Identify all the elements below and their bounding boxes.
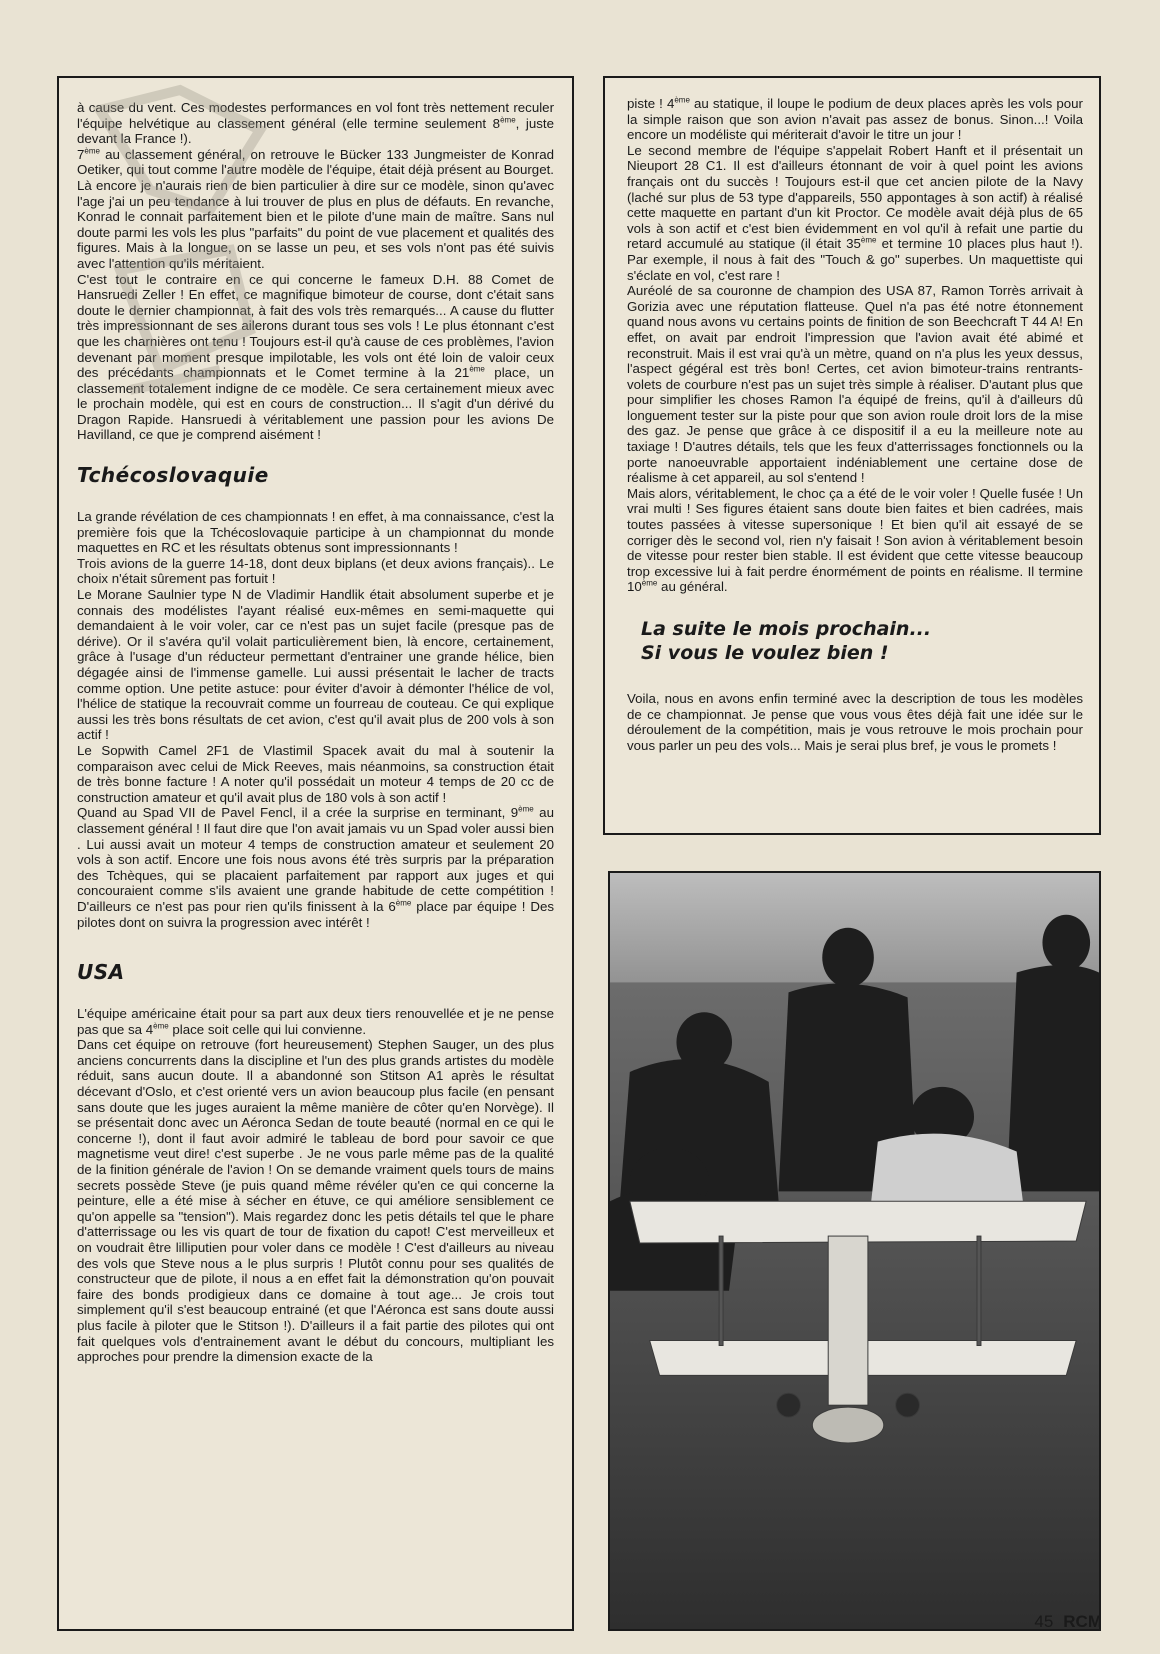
- body-paragraph: La grande révélation de ces championnats ! en effet, à ma connaissance, c'est la première fois que la Tchécoslovaquie participe à un championnat du monde maquettes en RC et les résultats obtenus sont impressionnants !: [77, 509, 554, 556]
- section-heading-usa: USA: [77, 960, 125, 985]
- page-number: 45: [1034, 1612, 1054, 1631]
- suite-line-1: La suite le mois prochain...: [641, 618, 932, 640]
- body-paragraph: C'est tout le contraire en ce qui concerne le fameux D.H. 88 Comet de Hansruedi Zeller ! En effet, ce magnifique bimoteur de course, dont c'était sans doute le dernier championnat, à fait des vols très remarqués... A cause du flutter très impressionnant de ses ailerons durant tous ses vols ! Le plus étonnant c'est que les charnières ont tenu ! Toujours est-il qu'à cause de ces problèmes, l'avion devenant par moment presque impilotable, les vols ont été loin de valoir ceux des précédants championnats et le Comet termine à la 21ème place, un classement totalement indigne de ce modèle. Ce sera certainement mieux avec le prochain modèle, qui est en cours de construction... Il s'agit d'un dérivé du Dragon Rapide. Hansruedi à véritablement une passion pour les avions De Havilland, ce que je comprend aisément !: [77, 271, 554, 443]
- body-paragraph: Quand au Spad VII de Pavel Fencl, il a crée la surprise en terminant, 9ème au classement général ! Il faut dire que l'on avait jamais vu un Spad voler aussi bien . Lui aussi avait un moteur 4 temps de construction amateur et seulement 20 vols à son actif. Encore une fois nous avons été très surpris par la préparation des Tchèques, qui se placaient parfaitement par rapport aux juges et qui concouraient comme s'ils avaient une grande habitude de cette compétition ! D'ailleurs ce n'est pas pour rien qu'ils finissent à la 6ème place par équipe ! Des pilotes dont on suivra la progression avec intérêt !: [77, 804, 555, 930]
- body-paragraph: Le Sopwith Camel 2F1 de Vlastimil Spacek avait du mal à soutenir la comparaison avec celui de Mick Reeves, mais néanmoins, sa construction était de très bonne facture ! A noter qu'il possédait un moteur 4 temps de 20 cc de construction amateur et qu'il avait plus de 180 vols à son actif !: [77, 742, 554, 805]
- suite-line-2: Si vous le voulez bien !: [641, 642, 889, 664]
- body-paragraph: L'équipe américaine était pour sa part aux deux tiers renouvellée et je ne pense pas que sa 4ème place soit celle qui lui convienne.: [77, 1006, 554, 1037]
- body-paragraph: Mais alors, véritablement, le choc ça a été de le voir voler ! Quelle fusée ! Un vrai multi ! Ses figures étaient sans doute bien faites et bien cadrées, mais toutes passées à vitesse supersonique ! Et bien qu'il ait essayé de se corriger dès le second vol, rien n'y faisait ! Son avion à véritablement besoin de vitesse pour rester bien stable. Il est évident que cette vitesse beaucoup trop excessive lui à fait perdre énormément de points en réalisme. Il termine 10ème au général.: [627, 485, 1083, 595]
- body-paragraph: Dans cet équipe on retrouve (fort heureusement) Stephen Sauger, un des plus anciens concurrents dans la discipline et l'un des plus grands artistes du modèle réduit, sans aucun doute. Il a abandonné son Stitson A1 après le résultat décevant d'Oslo, et c'est orienté vers un avion beaucoup plus facile (en pensant sans doute que les juges auraient la même manière de côter qu'en Norvège). Il se présentait donc avec un Aéronca Sedan de toute beauté (normal en ce qui le concerne !), dont il faut avoir admiré le tableau de bord pour savoir ce que magnetisme veut dire! c'est superbe . Je ne vous parle même pas de la qualité de la finition générale de l'avion ! On se demande vraiment quels tours de mains secrets possède Steve (je puis quand même révéler qu'en ce qui concerne la peinture, elle a été mise à sécher en étuve, ce qui améliore sensiblement ce qu'on appelle sa "tension"). Mais regardez donc les petis détails tel que le phare d'atterrissage ou les vis quart de tour de fixation du capot! C'est merveilleux et on voudrait être lilliputien pour voler dans ce modèle ! C'est d'ailleurs au niveau des vols que Steve nous a le plus surpris ! Plutôt connu pour ses qualités de constructeur que de pilote, il nous a en effet fait la démonstration qu'on pouvait faire des bonds prodigieux dans ce domaine à tout age... Je crois tout simplement qu'il s'est beaucoup entrainé (et que l'Aéronca est sans doute aussi plus facile à piloter que le Stitson !). D'ailleurs il a fait partie des pilotes qui ont fait quelques vols d'entrainement avant le début du concours, multipliant les approches pour prendre la dimension exacte de la: [77, 1037, 554, 1365]
- right-article-column: [603, 76, 1101, 835]
- body-paragraph: piste ! 4ème au statique, il loupe le podium de deux places après les vols pour la simple raison que son avion n'avait pas assez de bonus. Sinon...! Voila encore un modéliste qui mériterait d'avoir le titre un jour !: [627, 95, 1083, 143]
- magazine-name: RCM: [1063, 1612, 1102, 1631]
- left-article-column: [57, 76, 574, 1631]
- closing-paragraph: Voila, nous en avons enfin terminé avec la description de tous les modèles de ce championnat. Je pense que vous vous êtes déjà fait une idée sur le déroulement de la compétition, mais je vous retrouve le mois prochain pour vous parler un peu des vols... Mais je serai plus bref, je vous le promets !: [627, 691, 1083, 753]
- body-paragraph: Auréolé de sa couronne de champion des USA 87, Ramon Torrès arrivait à Gorizia avec une réputation flatteuse. Quel n'a pas été notre étonnement quand nous avons vu certains points de finition de son Beechcraft T 44 A! En effet, on avait par endroit l'impression que l'avion avait été abimé et reconstruit. Mais il est vrai qu'à un mètre, quand on n'a plus les yeux dessus, l'aspect gégéral est très bon! Certes, cet avion bimoteur-trains rentrants-volets de courbure n'est pas un sujet très simple à réaliser. D'autant plus que pour simplifier les choses Ramon l'a équipé de freins, qu'il à d'ailleurs dû longuement tester sur la piste pour que son avion roule droit lors de la mise des gaz. Je pense que grâce à ce dispositif il a eu la meilleure note au taxiage ! D'autres détails, tels que les feux d'atterrissages fonctionnels ou la porte nanoeuvrable apportaient indéniablement une certaine dose de réalisme à cet appareil, au sol s'entend !: [627, 283, 1083, 486]
- photo-illustration: [610, 873, 1099, 1629]
- page-footer: [1034, 1612, 1102, 1632]
- body-paragraph: Le Morane Saulnier type N de Vladimir Handlik était absolument superbe et je connais des modélistes l'ayant réalisé eux-mêmes en semi-maquette qui demandaient à le voir voler, car ce n'est pas un sujet facile (presque pas de dérive). Or il s'avéra qu'il volait particulièrement bien, là encore, certainement, grâce à l'usage d'un réducteur permettant d'entrainer une grande hélice, bien dégagée ainsi de l'immense gamelle. Lui aussi présentait le lacher de tracts comme option. Une petite astuce: pour éviter d'avoir à démonter l'hélice de vol, l'hélice de statique la recouvrait comme un fourreau de couteau. Ce qui explique aussi les très bons résultats de cet avion, c'est qu'il avait plus de 200 vols à son actif !: [77, 587, 554, 743]
- section-heading-tchecoslovaquie: Tchécoslovaquie: [77, 463, 269, 488]
- continued-next-month-heading: [641, 617, 1083, 665]
- body-paragraph: Trois avions de la guerre 14-18, dont deux biplans (et deux avions français).. Le choix n'était sûrement pas fortuit !: [77, 555, 554, 587]
- body-paragraph: 7ème au classement général, on retrouve le Bücker 133 Jungmeister de Konrad Oetiker, qui tout comme l'autre modèle de l'équipe, était déjà présent au Bourget. Là encore je n'aurais rien de bien particulier à dire sur ce modèle, sinon qu'avec l'age j'ai un peu tendance à lui trouver de plus en plus de défauts. En revanche, Konrad le connait parfaitement bien et le pilote d'une main de maître. Sans nul doute parmi les vols les plus "parfaits" du point de vue placement et qualités des figures. Mais à la longue, on se lasse un peu, et ses vols n'ont pas été suivis avec l'attention qu'ils méritaient.: [77, 146, 554, 271]
- photo-pilots-with-biplane-model: [608, 871, 1101, 1631]
- body-paragraph: Le second membre de l'équipe s'appelait Robert Hanft et il présentait un Nieuport 28 C1. Il est d'ailleurs étonnant de voir à quel point les avions français ont du succès ! Toujours est-il que cet ancien pilote de la Navy (laché sur plus de 53 type d'appareils, 550 appontages à son actif) à réalisé cette maquette en partant d'un kit Proctor. Ce modèle avait déjà plus de 65 vols à son actif et c'est bien évidemment en vol qu'il à refait une partie du retard accumulé au statique (il était 35ème et termine 10 places plus haut !). Par exemple, il nous à fait des "Touch & go" superbes. Un maquettiste qui s'éclate en vol, c'est rare !: [627, 142, 1083, 283]
- body-paragraph: à cause du vent. Ces modestes performances en vol font très nettement reculer l'équipe helvétique au classement général (elle termine seulement 8ème, juste devant la France !).: [77, 100, 554, 147]
